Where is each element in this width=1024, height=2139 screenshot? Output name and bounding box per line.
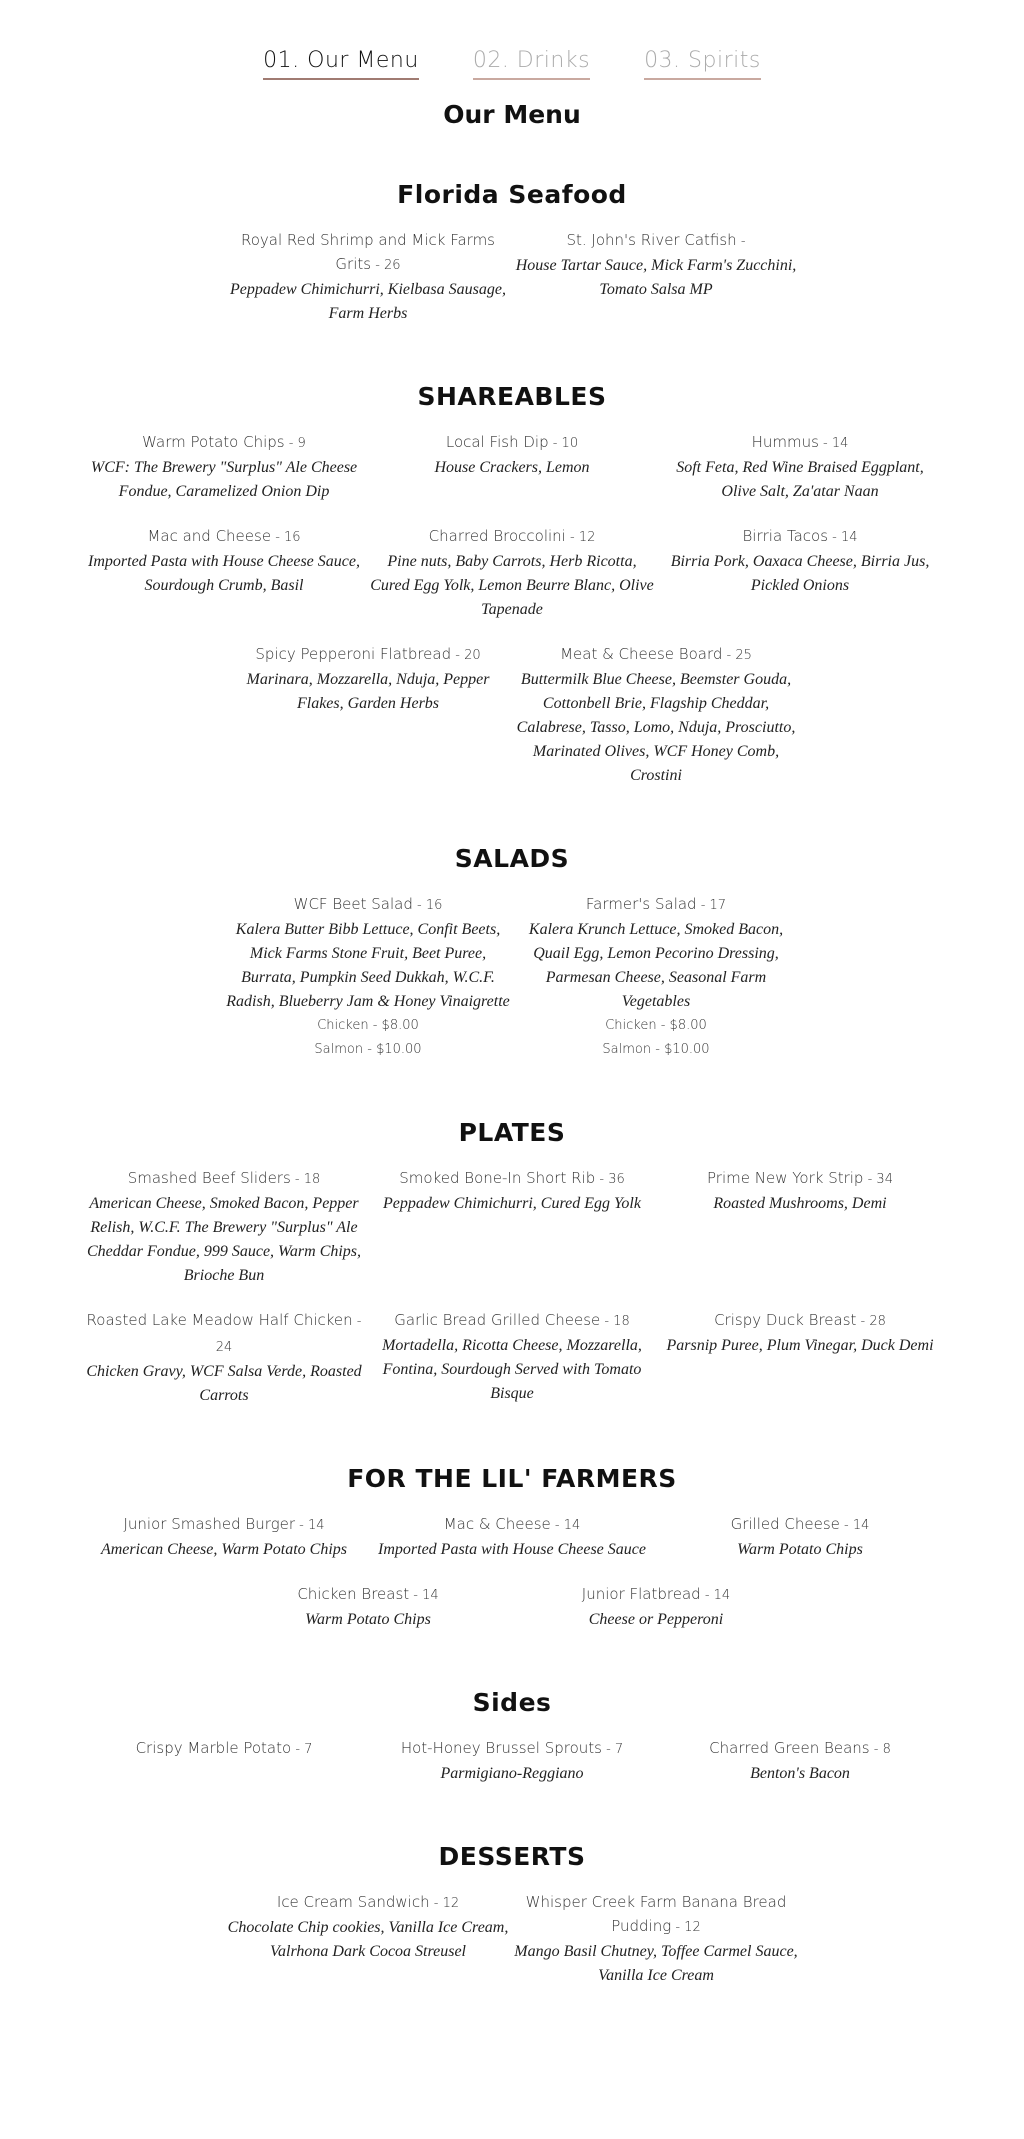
menu-item-heading <box>370 1736 654 1762</box>
menu-item <box>370 1736 654 1786</box>
menu-item-description: Parsnip Puree, Plum Vinegar, Duck Demi <box>666 1337 934 1354</box>
menu-item-description: Warm Potato Chips <box>737 1541 863 1558</box>
menu-item-heading <box>370 1166 654 1192</box>
menu-item-name: Meat & Cheese Board <box>560 645 723 663</box>
menu-item-name: St. John's River Catfish <box>566 231 737 249</box>
menu-item-price: - 12 <box>671 1920 701 1935</box>
menu-item-description: Chicken Gravy, WCF Salsa Verde, Roasted Carrots <box>86 1363 362 1404</box>
menu-item-heading <box>514 228 798 254</box>
menu-item <box>514 228 798 326</box>
section-title: SHAREABLES <box>417 382 607 411</box>
menu-item-heading <box>226 1582 510 1608</box>
menu-item-description: Birria Pork, Oaxaca Cheese, Birria Jus, Pickled Onions <box>670 553 930 594</box>
menu-item-price: - 14 <box>409 1588 439 1603</box>
menu-item <box>658 1166 942 1288</box>
menu-item <box>82 430 366 504</box>
menu-item-price: - 25 <box>722 648 752 663</box>
menu-item <box>82 1166 366 1288</box>
menu-item <box>226 228 510 326</box>
menu-grid <box>72 430 952 788</box>
menu-item-price: - 20 <box>451 648 481 663</box>
menu-item-name: Smashed Beef Sliders <box>127 1169 291 1187</box>
menu-item-name: Hot-Honey Brussel Sprouts <box>400 1739 602 1757</box>
menu-grid <box>72 1512 952 1632</box>
menu-item-name: Prime New York Strip <box>707 1169 864 1187</box>
menu-section <box>0 1842 1024 1988</box>
menu-item-price: - 14 <box>700 1588 731 1603</box>
menu-item-name: Warm Potato Chips <box>142 433 285 451</box>
menu-item-heading <box>82 430 366 456</box>
menu-item-heading <box>82 1308 366 1360</box>
menu-item <box>514 642 798 788</box>
menu-grid <box>72 1166 952 1408</box>
menu-item-description: Roasted Mushrooms, Demi <box>713 1195 887 1212</box>
menu-item-heading <box>658 1512 942 1538</box>
menu-item <box>658 1308 942 1408</box>
menu-item-description: Parmigiano-Reggiano <box>440 1765 584 1782</box>
menu-item-heading <box>514 1582 798 1608</box>
menu-item-price: - 24 <box>215 1314 362 1355</box>
menu-item-heading <box>514 1890 798 1940</box>
menu-item-description: Pine nuts, Baby Carrots, Herb Ricotta, Cured Egg Yolk, Lemon Beurre Blanc, Olive Tapenade <box>370 553 654 618</box>
menu-item-description: Soft Feta, Red Wine Braised Eggplant, Olive Salt, Za'atar Naan <box>676 459 924 500</box>
menu-item <box>370 1308 654 1408</box>
menu-item-price: - 9 <box>284 436 306 451</box>
menu-item <box>226 1582 510 1632</box>
menu-item-heading <box>370 430 654 456</box>
section-title: SALADS <box>454 844 570 873</box>
menu-item-name: Mac and Cheese <box>147 527 272 545</box>
menu-section <box>0 1464 1024 1632</box>
menu-item-heading <box>658 524 942 550</box>
menu-item <box>514 892 798 1062</box>
menu-item-heading <box>658 1736 942 1762</box>
menu-item-name: Farmer's Salad <box>585 895 697 913</box>
menu-item-description: Mortadella, Ricotta Cheese, Mozzarella, Fontina, Sourdough Served with Tomato Bisque <box>382 1337 642 1402</box>
section-title: DESSERTS <box>438 1842 586 1871</box>
menu-section <box>0 1118 1024 1408</box>
page-title: Our Menu <box>443 100 581 129</box>
menu-item-description: Marinara, Mozzarella, Nduja, Pepper Flakes, Garden Herbs <box>246 671 490 712</box>
menu-item-addon: Salmon - $10.00 <box>602 1042 710 1057</box>
menu-item-addon: Chicken - $8.00 <box>605 1018 707 1033</box>
menu-content <box>0 180 1024 1988</box>
menu-item-heading <box>658 1166 942 1192</box>
menu-tabs <box>0 0 1024 80</box>
menu-item-name: Junior Flatbread <box>581 1585 701 1603</box>
menu-section <box>0 382 1024 788</box>
menu-item <box>514 1890 798 1988</box>
menu-item-price: - 14 <box>550 1518 581 1533</box>
menu-item <box>370 524 654 622</box>
menu-item-heading <box>514 642 798 668</box>
menu-item-description: American Cheese, Warm Potato Chips <box>100 1541 348 1558</box>
menu-item-price: - 18 <box>600 1314 630 1329</box>
menu-item <box>226 1890 510 1988</box>
section-title: Florida Seafood <box>397 180 627 209</box>
menu-item <box>658 430 942 504</box>
menu-item-price: - 12 <box>429 1896 460 1911</box>
menu-item-price: - 7 <box>291 1742 313 1757</box>
menu-item-name: Whisper Creek Farm Banana Bread Pudding <box>525 1893 787 1935</box>
menu-grid <box>72 228 952 326</box>
menu-item-name: Roasted Lake Meadow Half Chicken <box>86 1311 353 1329</box>
menu-item-description: House Tartar Sauce, Mick Farm's Zucchini, Tomato Salsa MP <box>515 257 797 298</box>
menu-item-price: - 17 <box>696 898 727 913</box>
menu-item-description: Benton's Bacon <box>750 1765 850 1782</box>
menu-item <box>82 524 366 622</box>
menu-item-description: Imported Pasta with House Cheese Sauce, Sourdough Crumb, Basil <box>88 553 360 594</box>
tab-drinks[interactable]: 02. Drinks <box>473 48 590 80</box>
menu-item <box>370 1166 654 1288</box>
menu-item-price: - 10 <box>548 436 579 451</box>
menu-item-heading <box>658 1308 942 1334</box>
menu-item-heading <box>370 524 654 550</box>
menu-item-name: Ice Cream Sandwich <box>276 1893 430 1911</box>
menu-section <box>0 180 1024 326</box>
menu-item <box>226 642 510 788</box>
menu-item-price: - 7 <box>601 1742 624 1757</box>
menu-item-price: - 16 <box>412 898 443 913</box>
menu-grid <box>72 1890 952 1988</box>
menu-item-heading <box>226 642 510 668</box>
menu-item-price: - 14 <box>295 1518 325 1533</box>
menu-item <box>82 1308 366 1408</box>
menu-item-addon: Chicken - $8.00 <box>317 1018 419 1033</box>
menu-item-description: House Crackers, Lemon <box>434 459 590 476</box>
menu-item-heading <box>226 228 510 278</box>
menu-item-price: - 26 <box>371 258 401 273</box>
menu-item-name: Crispy Marble Potato <box>135 1739 292 1757</box>
menu-item-name: Royal Red Shrimp and Mick Farms Grits <box>240 231 496 273</box>
menu-item-name: Local Fish Dip <box>445 433 549 451</box>
menu-item-name: Grilled Cheese <box>730 1515 840 1533</box>
menu-item-name: Crispy Duck Breast <box>714 1311 857 1329</box>
menu-item-name: Charred Green Beans <box>709 1739 870 1757</box>
menu-item <box>82 1736 366 1786</box>
menu-item-price: - 12 <box>565 530 596 545</box>
menu-item-price: - 28 <box>856 1314 886 1329</box>
menu-item-price: - 8 <box>869 1742 891 1757</box>
menu-item-heading <box>82 1736 366 1762</box>
menu-item <box>658 1736 942 1786</box>
menu-item-name: Garlic Bread Grilled Cheese <box>394 1311 601 1329</box>
tab-our-menu[interactable]: 01. Our Menu <box>263 48 419 80</box>
menu-item-price: - <box>736 234 746 249</box>
menu-item-description: Kalera Krunch Lettuce, Smoked Bacon, Quail Egg, Lemon Pecorino Dressing, Parmesan Cheese, Seasonal Farm Vegetables <box>528 921 784 1010</box>
menu-item-heading <box>658 430 942 456</box>
menu-item-name: Spicy Pepperoni Flatbread <box>255 645 452 663</box>
section-title: PLATES <box>458 1118 566 1147</box>
menu-item <box>370 430 654 504</box>
menu-item <box>658 524 942 622</box>
menu-item-heading <box>226 1890 510 1916</box>
menu-item-name: WCF Beet Salad <box>293 895 413 913</box>
menu-item-name: Charred Broccolini <box>428 527 566 545</box>
menu-item-heading <box>370 1308 654 1334</box>
menu-item-description: Chocolate Chip cookies, Vanilla Ice Cream, Valrhona Dark Cocoa Streusel <box>227 1919 509 1960</box>
menu-item-description: Mango Basil Chutney, Toffee Carmel Sauce, Vanilla Ice Cream <box>514 1943 798 1984</box>
menu-item-name: Smoked Bone-In Short Rib <box>399 1169 596 1187</box>
menu-item-addon: Salmon - $10.00 <box>314 1042 422 1057</box>
menu-item <box>514 1582 798 1632</box>
menu-item <box>370 1512 654 1562</box>
menu-item-price: - 34 <box>863 1172 893 1187</box>
menu-item-description: Kalera Butter Bibb Lettuce, Confit Beets, Mick Farms Stone Fruit, Beet Puree, Burrata, Pumpkin Seed Dukkah, W.C.F. Radish, Blueberry Jam & Honey Vinaigrette <box>226 921 510 1010</box>
menu-item <box>82 1512 366 1562</box>
menu-item-heading <box>82 1512 366 1538</box>
menu-item-heading <box>370 1512 654 1538</box>
menu-grid <box>72 892 952 1062</box>
menu-item-heading <box>82 1166 366 1192</box>
menu-item-price: - 36 <box>595 1172 625 1187</box>
menu-item-description: Peppadew Chimichurri, Kielbasa Sausage, Farm Herbs <box>230 281 506 322</box>
menu-item-description: Cheese or Pepperoni <box>588 1611 724 1628</box>
menu-item-price: - 14 <box>818 436 849 451</box>
menu-item-description: WCF: The Brewery "Surplus" Ale Cheese Fondue, Caramelized Onion Dip <box>90 459 358 500</box>
menu-item-name: Birria Tacos <box>742 527 829 545</box>
menu-item-heading <box>226 892 510 918</box>
tab-spirits[interactable]: 03. Spirits <box>644 48 761 80</box>
menu-item-description: Peppadew Chimichurri, Cured Egg Yolk <box>383 1195 641 1212</box>
section-title: Sides <box>472 1688 552 1717</box>
section-title: FOR THE LIL' FARMERS <box>347 1464 677 1493</box>
menu-section <box>0 844 1024 1062</box>
menu-item-price: - 16 <box>271 530 301 545</box>
menu-item-description: Imported Pasta with House Cheese Sauce <box>378 1541 646 1558</box>
menu-item-name: Chicken Breast <box>297 1585 410 1603</box>
menu-item-name: Hummus <box>751 433 819 451</box>
menu-item-name: Junior Smashed Burger <box>123 1515 295 1533</box>
menu-item-price: - 18 <box>290 1172 321 1187</box>
menu-section <box>0 1688 1024 1786</box>
menu-item-price: - 14 <box>839 1518 870 1533</box>
menu-grid <box>72 1736 952 1786</box>
menu-item-description: American Cheese, Smoked Bacon, Pepper Relish, W.C.F. The Brewery "Surplus" Ale Cheddar Fondue, 999 Sauce, Warm Chips, Brioche Bun <box>86 1195 362 1284</box>
menu-item-price: - 14 <box>828 530 858 545</box>
menu-item-heading <box>514 892 798 918</box>
menu-item <box>226 892 510 1062</box>
menu-item-description: Warm Potato Chips <box>305 1611 431 1628</box>
menu-item-heading <box>82 524 366 550</box>
menu-item-description: Buttermilk Blue Cheese, Beemster Gouda, Cottonbell Brie, Flagship Cheddar, Calabrese, Tasso, Lomo, Nduja, Prosciutto, Marinated Olives, WCF Honey Comb, Crostini <box>516 671 796 784</box>
menu-item-name: Mac & Cheese <box>443 1515 551 1533</box>
menu-item <box>658 1512 942 1562</box>
